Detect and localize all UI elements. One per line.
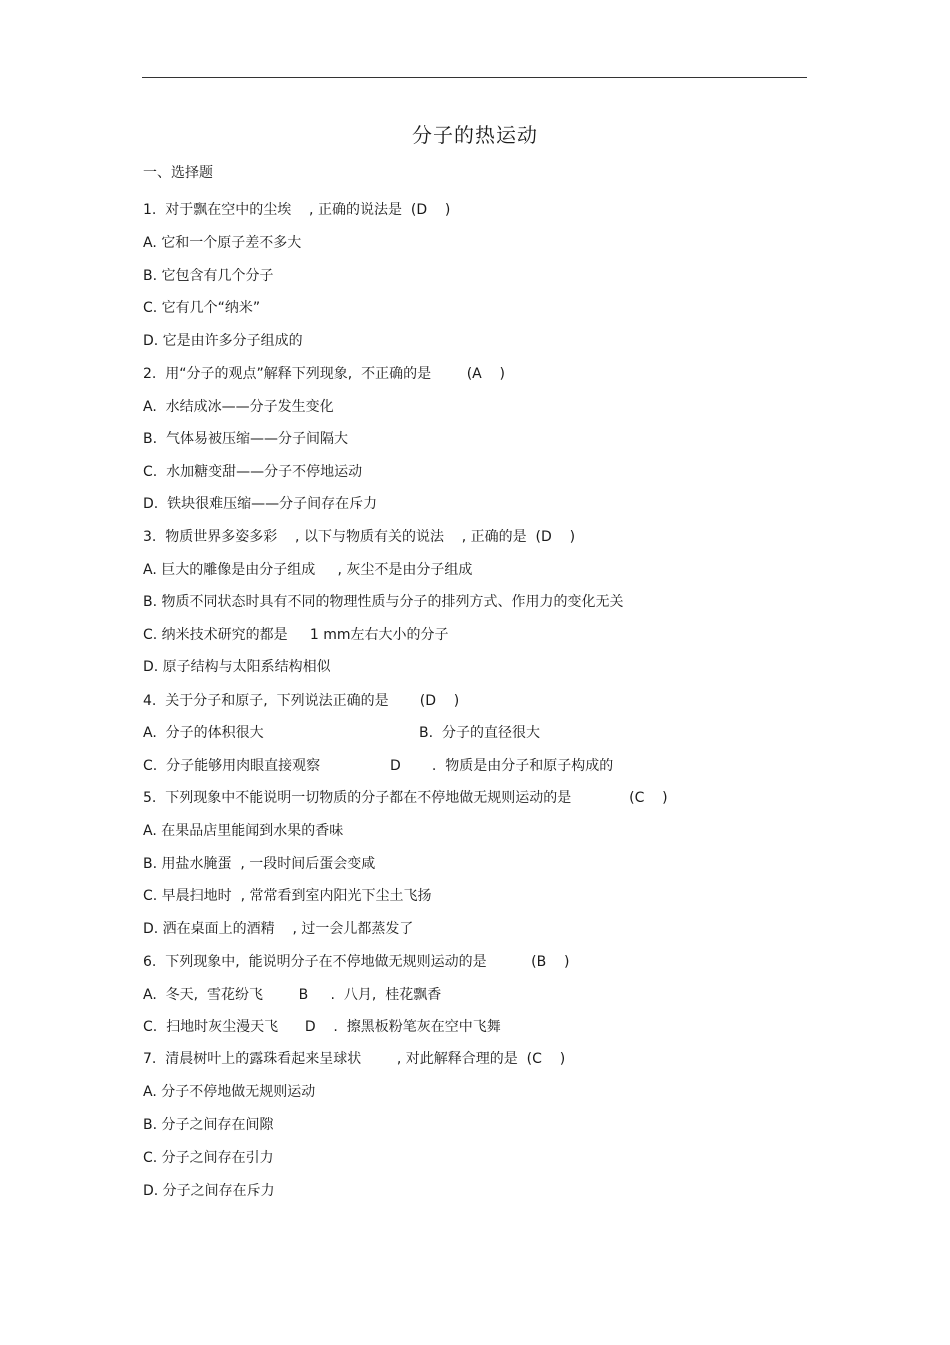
q1-option-b: B. 它包含有几个分子: [143, 268, 274, 284]
question-6: 6. 下列现象中, 能说明分子在不停地做无规则运动的是 (B ): [143, 954, 570, 970]
q2-option-a: A. 水结成冰——分子发生变化: [143, 399, 334, 415]
question-1: 1. 对于飘在空中的尘埃 , 正确的说法是 (D ): [143, 202, 451, 218]
header-rule: [142, 77, 807, 78]
q4-option-b: B. 分子的直径很大: [419, 725, 540, 741]
q5-option-c: C. 早晨扫地时 , 常常看到室内阳光下尘土飞扬: [143, 888, 432, 904]
question-5: 5. 下列现象中不能说明一切物质的分子都在不停地做无规则运动的是 (C ): [143, 790, 668, 806]
q7-option-a: A. 分子不停地做无规则运动: [143, 1084, 316, 1100]
q4-option-a: A. 分子的体积很大: [143, 725, 264, 741]
q3-option-b: B. 物质不同状态时具有不同的物理性质与分子的排列方式、作用力的变化无关: [143, 594, 624, 610]
q2-option-b: B. 气体易被压缩——分子间隔大: [143, 431, 348, 447]
section-heading: 一、选择题: [143, 165, 213, 181]
q2-option-d: D. 铁块很难压缩——分子间存在斥力: [143, 496, 378, 512]
question-3: 3. 物质世界多姿多彩 , 以下与物质有关的说法 , 正确的是 (D ): [143, 529, 576, 545]
q3-option-d: D. 原子结构与太阳系结构相似: [143, 659, 331, 675]
q5-option-b: B. 用盐水腌蛋 , 一段时间后蛋会变咸: [143, 856, 376, 872]
q2-option-c: C. 水加糖变甜——分子不停地运动: [143, 464, 363, 480]
q7-option-d: D. 分子之间存在斥力: [143, 1183, 275, 1199]
q5-option-d: D. 洒在桌面上的酒精 , 过一会儿都蒸发了: [143, 921, 414, 937]
document-title: 分子的热运动: [412, 123, 538, 147]
q6-options-ab: A. 冬天, 雪花纷飞 B . 八月, 桂花飘香: [143, 987, 442, 1003]
q4-option-d: D . 物质是由分子和原子构成的: [390, 758, 614, 774]
q5-option-a: A. 在果品店里能闻到水果的香味: [143, 823, 344, 839]
q1-option-d: D. 它是由许多分子组成的: [143, 333, 303, 349]
question-7: 7. 清晨树叶上的露珠看起来呈球状 , 对此解释合理的是 (C ): [143, 1051, 566, 1067]
q6-options-cd: C. 扫地时灰尘漫天飞 D . 擦黑板粉笔灰在空中飞舞: [143, 1019, 501, 1035]
q1-option-a: A. 它和一个原子差不多大: [143, 235, 302, 251]
question-2: 2. 用“分子的观点”解释下列现象, 不正确的是 (A ): [143, 366, 506, 382]
q7-option-c: C. 分子之间存在引力: [143, 1150, 274, 1166]
q3-option-a: A. 巨大的雕像是由分子组成 , 灰尘不是由分子组成: [143, 562, 473, 578]
q7-option-b: B. 分子之间存在间隙: [143, 1117, 274, 1133]
q4-option-c: C. 分子能够用肉眼直接观察: [143, 758, 321, 774]
q1-option-c: C. 它有几个“纳米”: [143, 300, 261, 316]
q3-option-c: C. 纳米技术研究的都是 1 mm左右大小的分子: [143, 627, 449, 643]
question-4: 4. 关于分子和原子, 下列说法正确的是 (D ): [143, 693, 460, 709]
